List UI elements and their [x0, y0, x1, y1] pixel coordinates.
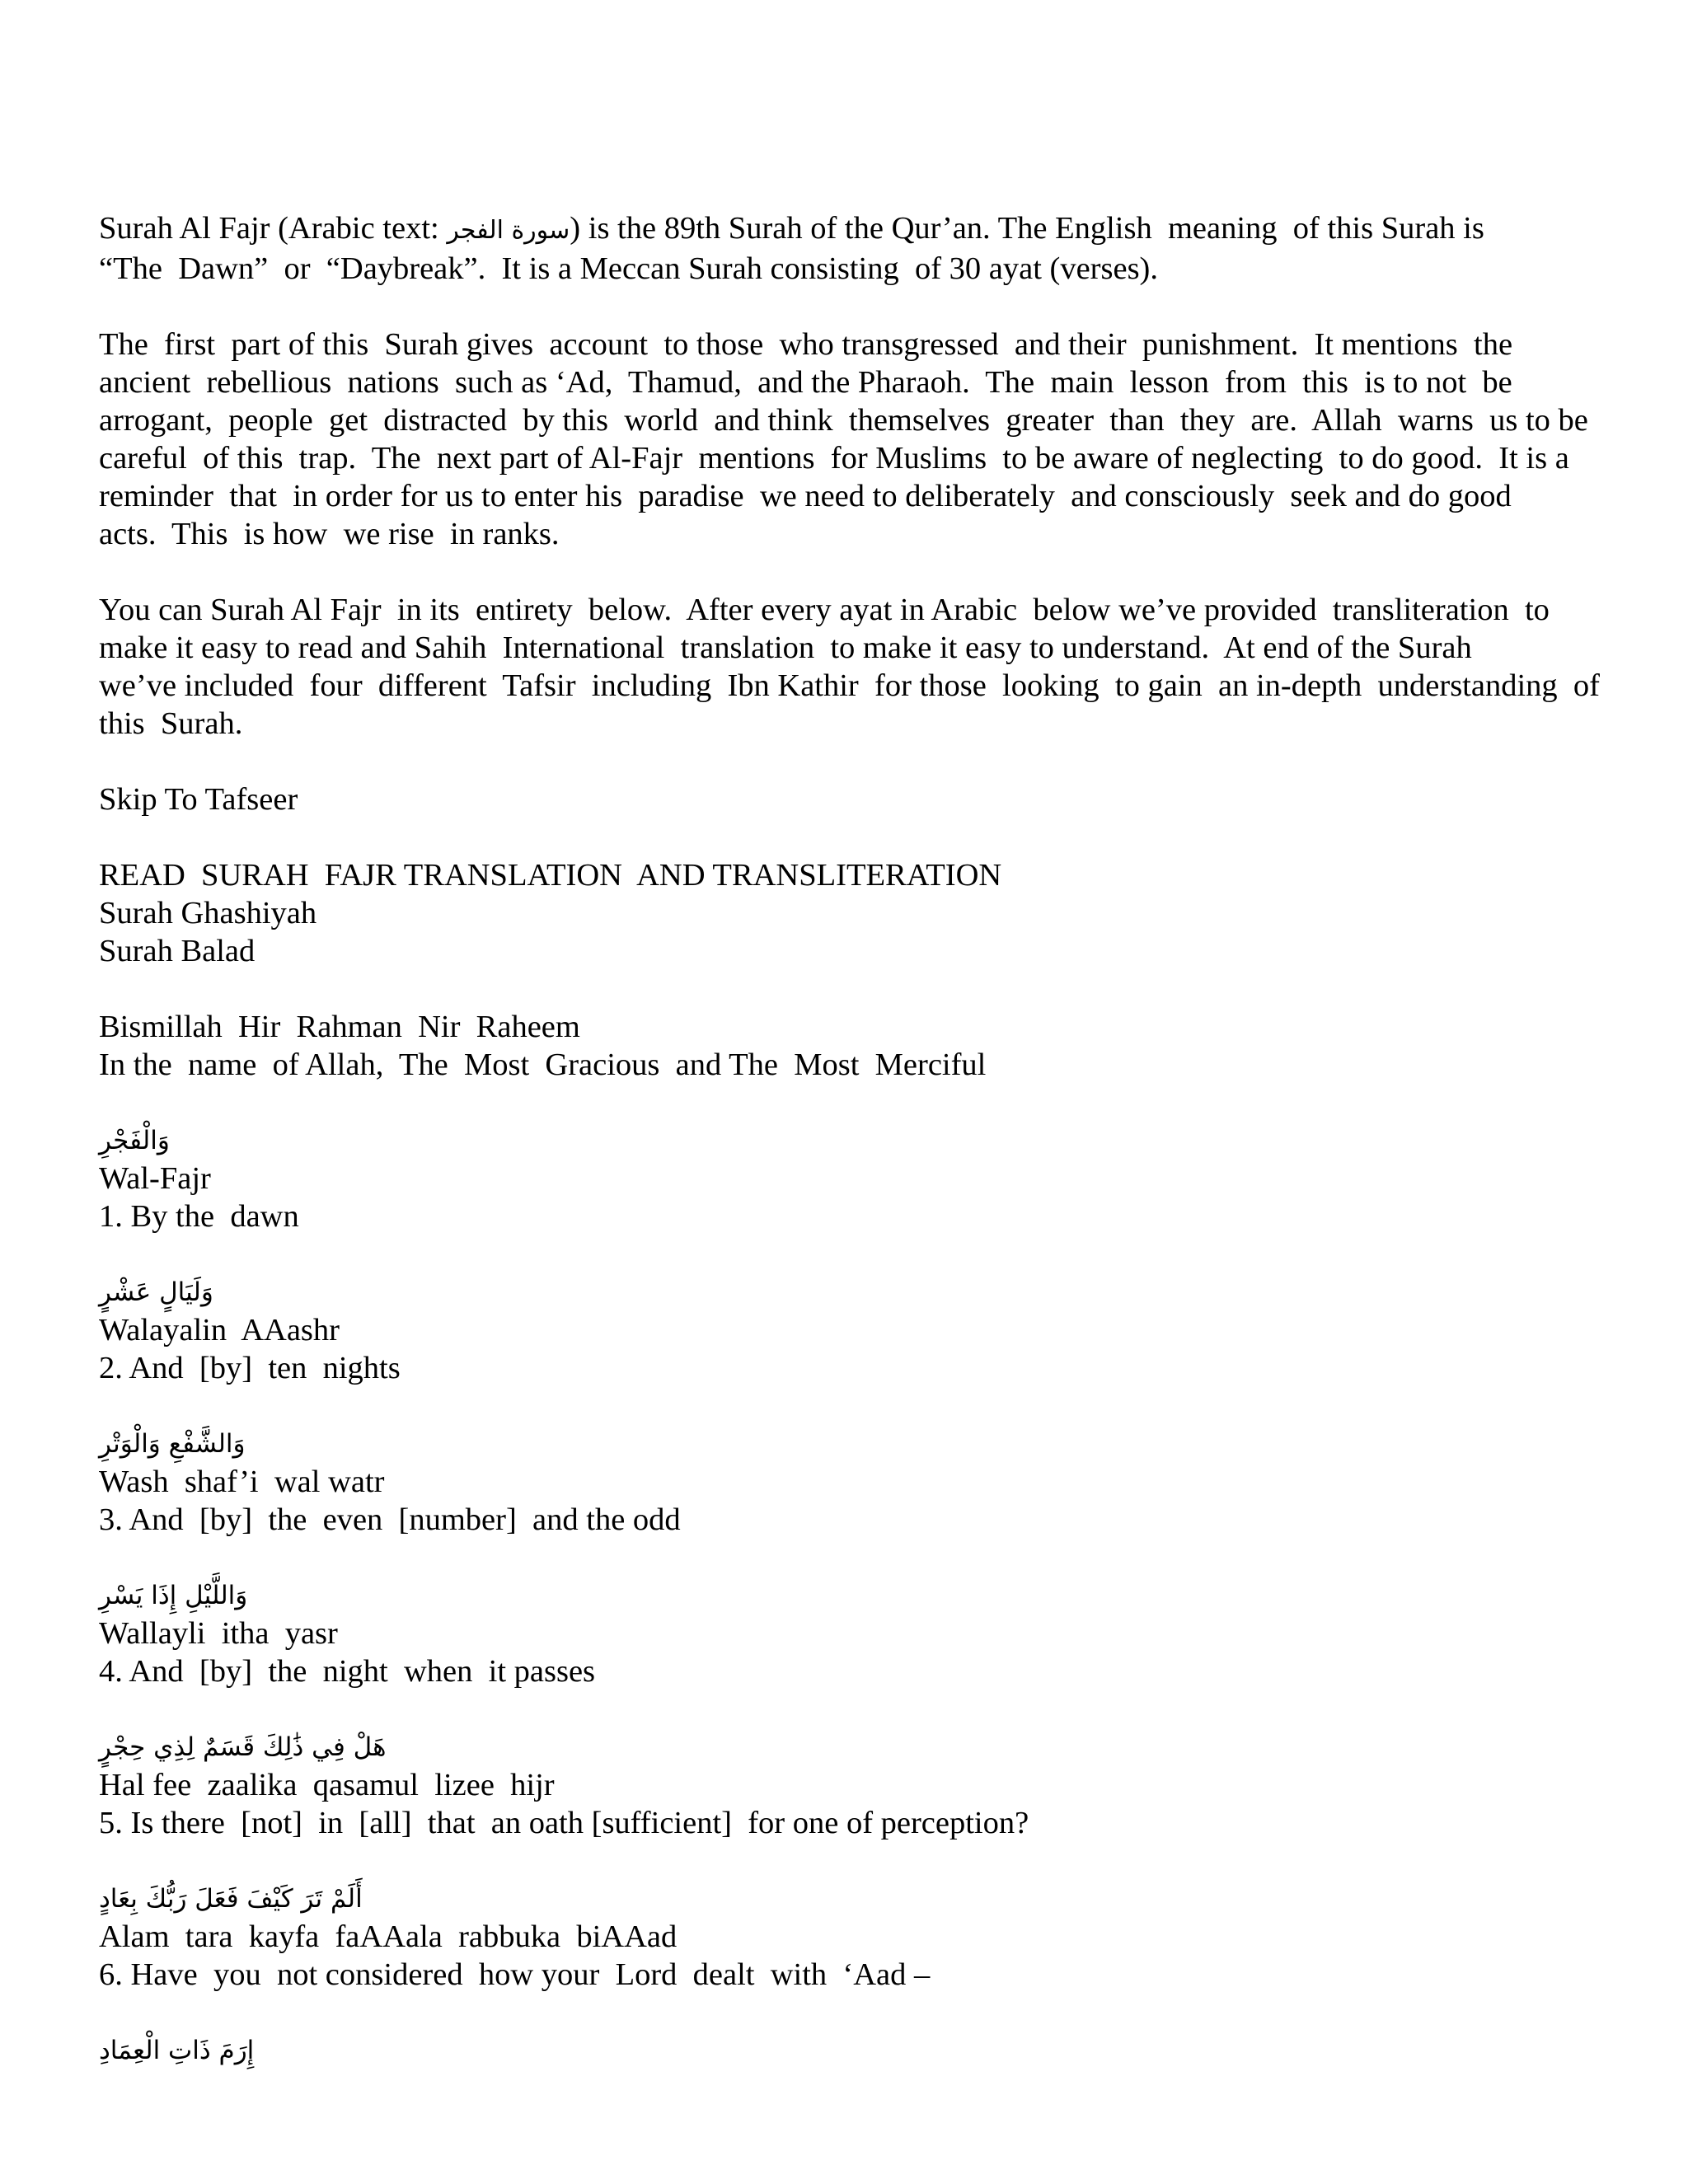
bismillah-translation: In the name of Allah, The Most Gracious and The Most Merciful — [99, 1047, 987, 1082]
how-to-read-line: You can Surah Al Fajr in its entirety below. After every ayat in Arabic below we’ve provided transliteration to — [99, 593, 1550, 627]
verse-arabic: أَلَمْ تَرَ كَيْفَ فَعَلَ رَبُّكَ بِعَادٍ — [99, 1884, 363, 1914]
surah-arabic-name: سورة الفجر — [447, 216, 570, 245]
verse — [99, 1122, 1591, 1235]
description-line: The first part of this Surah gives account to those who transgressed and their punishment. It mentions the — [99, 327, 1513, 362]
verse-arabic: وَالشَّفْعِ وَالْوَتْرِ — [99, 1429, 246, 1459]
verse-arabic: وَالْفَجْرِ — [99, 1126, 170, 1155]
verse-transliteration: Walayalin AAashr — [99, 1313, 340, 1347]
intro-line-2: “The Dawn” or “Daybreak”. It is a Meccan Surah consisting of 30 ayat (verses). — [99, 251, 1158, 286]
how-to-read-line: make it easy to read and Sahih International translation to make it easy to understand. At end of the Surah — [99, 630, 1472, 665]
bismillah — [99, 1008, 1591, 1084]
verse-translation: 6. Have you not considered how your Lord dealt with ‘Aad – — [99, 1957, 931, 1992]
verse — [99, 1728, 1591, 1842]
verse-transliteration: Alam tara kayfa faAAala rabbuka biAAad — [99, 1919, 678, 1954]
next-surah-link[interactable]: Surah Balad — [99, 934, 256, 968]
verse-transliteration: Wash shaf’i wal watr — [99, 1465, 385, 1499]
description-paragraph — [99, 326, 1591, 553]
how-to-read-line: we’ve included four different Tafsir including Ibn Kathir for those looking to gain an in-depth understanding of — [99, 668, 1600, 703]
description-line: reminder that in order for us to enter his paradise we need to deliberately and consciously seek and do good — [99, 479, 1512, 513]
verse-transliteration: Hal fee zaalika qasamul lizee hijr — [99, 1768, 555, 1802]
verse-transliteration: Wal-Fajr — [99, 1161, 211, 1196]
intro-paragraph — [99, 209, 1591, 288]
verse-arabic: وَاللَّيْلِ إِذَا يَسْرِ — [99, 1581, 248, 1610]
verse-translation: 1. By the dawn — [99, 1199, 299, 1234]
skip-section — [99, 780, 1591, 818]
skip-to-tafseer-link[interactable]: Skip To Tafseer — [99, 782, 298, 817]
bismillah-transliteration: Bismillah Hir Rahman Nir Raheem — [99, 1010, 580, 1044]
description-line: careful of this trap. The next part of Al-Fajr mentions for Muslims to be aware of neglecting to do good. It is a — [99, 441, 1569, 476]
verse-arabic: وَلَيَالٍ عَشْرٍ — [99, 1277, 213, 1307]
verse-arabic: إِرَمَ ذَاتِ الْعِمَادِ — [99, 2036, 255, 2065]
verse-arabic: هَلْ فِي ذَٰلِكَ قَسَمٌ لِذِي حِجْرٍ — [99, 1732, 387, 1762]
verse-translation: 3. And [by] the even [number] and the odd — [99, 1502, 681, 1537]
verse-transliteration: Wallayli itha yasr — [99, 1616, 338, 1651]
description-line: arrogant, people get distracted by this world and think themselves greater than they are. Allah warns us to be — [99, 403, 1588, 438]
verse-translation: 5. Is there [not] in [all] that an oath [sufficient] for one of perception? — [99, 1806, 1029, 1840]
how-to-read-line: this Surah. — [99, 706, 243, 741]
document-page — [99, 209, 1600, 2107]
verse — [99, 1273, 1591, 1387]
surah-nav — [99, 856, 1591, 970]
verse — [99, 1425, 1591, 1539]
how-to-read-paragraph — [99, 591, 1600, 743]
description-line: acts. This is how we rise in ranks. — [99, 517, 560, 551]
verse — [99, 1577, 1591, 1690]
nav-heading: READ SURAH FAJR TRANSLATION AND TRANSLITERATION — [99, 858, 1002, 893]
intro-line-1: Surah Al Fajr (Arabic text: سورة الفجر) is the 89th Surah of the Qur’an. The English meaning of this Surah is — [99, 211, 1484, 246]
verse — [99, 1880, 1591, 1994]
prev-surah-link[interactable]: Surah Ghashiyah — [99, 896, 317, 930]
description-line: ancient rebellious nations such as ‘Ad, Thamud, and the Pharaoh. The main lesson from this is to not be — [99, 365, 1512, 400]
verse — [99, 2032, 1591, 2069]
verse-translation: 2. And [by] ten nights — [99, 1351, 401, 1385]
verse-translation: 4. And [by] the night when it passes — [99, 1654, 596, 1689]
